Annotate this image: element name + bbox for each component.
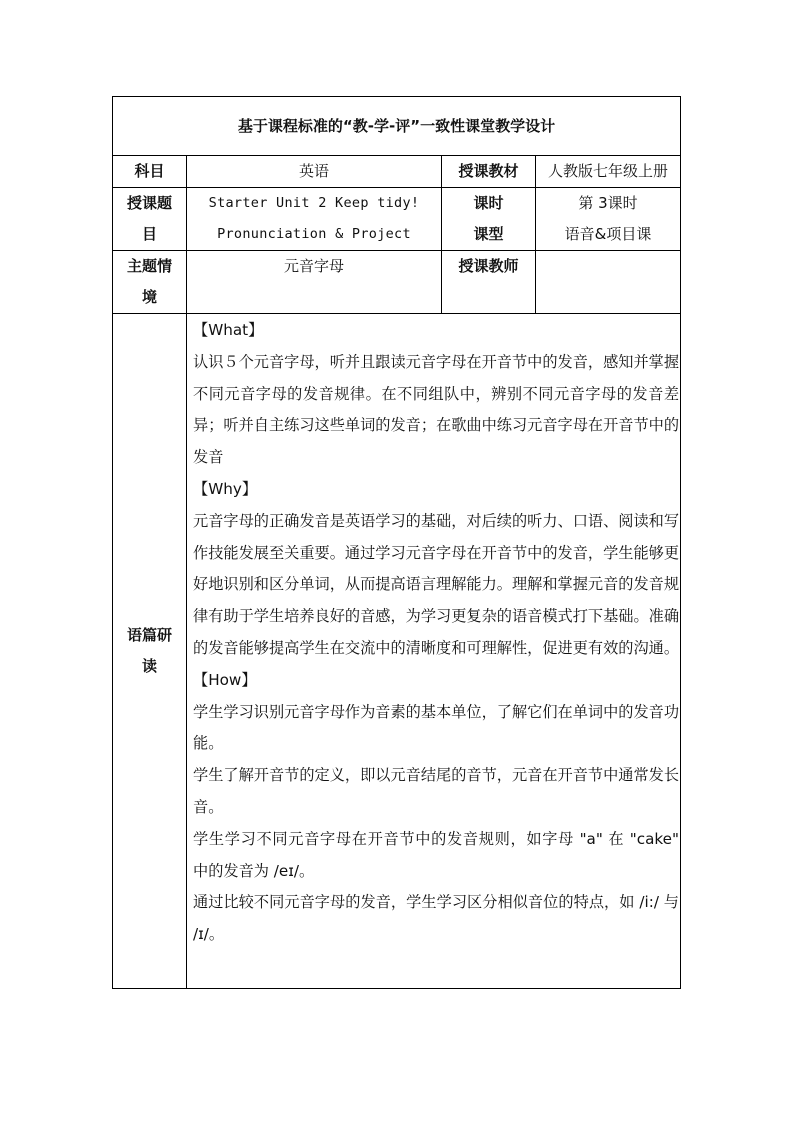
period-value (536, 188, 680, 250)
period-label (442, 188, 535, 250)
textbook-label: 授课教材 (458, 162, 519, 180)
period-value-line2: 语音&项目课 (564, 225, 652, 243)
theme-label (113, 251, 186, 313)
text-study-label-line1: 语篇研 (126, 626, 172, 644)
topic-label-line1: 授课题 (126, 194, 172, 212)
textbook-value: 人教版七年级上册 (547, 162, 668, 180)
table-title: 基于课程标准的“教-学-评”一致性课堂教学设计 (237, 116, 556, 135)
theme-label-line2: 境 (141, 288, 157, 306)
topic-value (187, 188, 441, 250)
how-heading: 【How】 (193, 670, 257, 689)
table-border-right (680, 96, 681, 989)
row-line (112, 313, 681, 314)
what-heading: 【What】 (193, 321, 264, 339)
subject-label: 科目 (134, 162, 165, 180)
why-heading: 【Why】 (193, 479, 258, 498)
how-paragraph-3: 学生学习不同元音字母在开音节中的发音规则，如字母 "a" 在 "cake" 中的发音为 /eɪ/。 (193, 829, 679, 880)
period-value-line1: 第 3课时 (578, 194, 638, 212)
period-label-line2: 课型 (473, 225, 504, 243)
how-paragraph-4: 通过比较不同元音字母的发音，学生学习区分相似音位的特点，如 /i:/ 与 /ɪ/。 (193, 893, 679, 944)
text-study-content (193, 315, 679, 951)
how-paragraph-2: 学生了解开音节的定义，即以元音结尾的音节，元音在开音节中通常发长音。 (193, 766, 679, 816)
period-label-line1: 课时 (473, 194, 504, 212)
theme-label-line1: 主题情 (126, 257, 172, 275)
topic-label-line2: 目 (141, 225, 157, 243)
topic-label (113, 188, 186, 250)
topic-value-line1: Starter Unit 2 Keep tidy! (208, 195, 420, 211)
text-study-label-line2: 读 (141, 657, 157, 675)
topic-value-line2: Pronunciation & Project (217, 226, 411, 242)
what-paragraph: 认识５个元音字母，听并且跟读元音字母在开音节中的发音，感知并掌握不同元音字母的发音规律。在不同组队中，辨别不同元音字母的发音差异；听并自主练习这些单词的发音；在歌曲中练习元音字母在开音节中的发音 (193, 352, 679, 467)
table-border-bottom (112, 988, 681, 989)
text-study-label (113, 314, 186, 988)
teacher-value (536, 251, 680, 313)
teacher-label: 授课教师 (458, 257, 519, 275)
how-paragraph-1: 学生学习识别元音字母作为音素的基本单位，了解它们在单词中的发音功能。 (193, 702, 679, 753)
theme-value: 元音字母 (283, 257, 344, 275)
subject-value: 英语 (298, 162, 329, 180)
why-paragraph: 元音字母的正确发音是英语学习的基础，对后续的听力、口语、阅读和写作技能发展至关重要。通过学习元音字母在开音节中的发音，学生能够更好地识别和区分单词，从而提高语言理解能力。理解和掌握元音的发音规律有助于学生培养良好的音感，为学习更复杂的语音模式打下基础。准确的发音能够提高学生在交流中的清晰度和可理解性，促进更有效的沟通。 (193, 511, 679, 657)
